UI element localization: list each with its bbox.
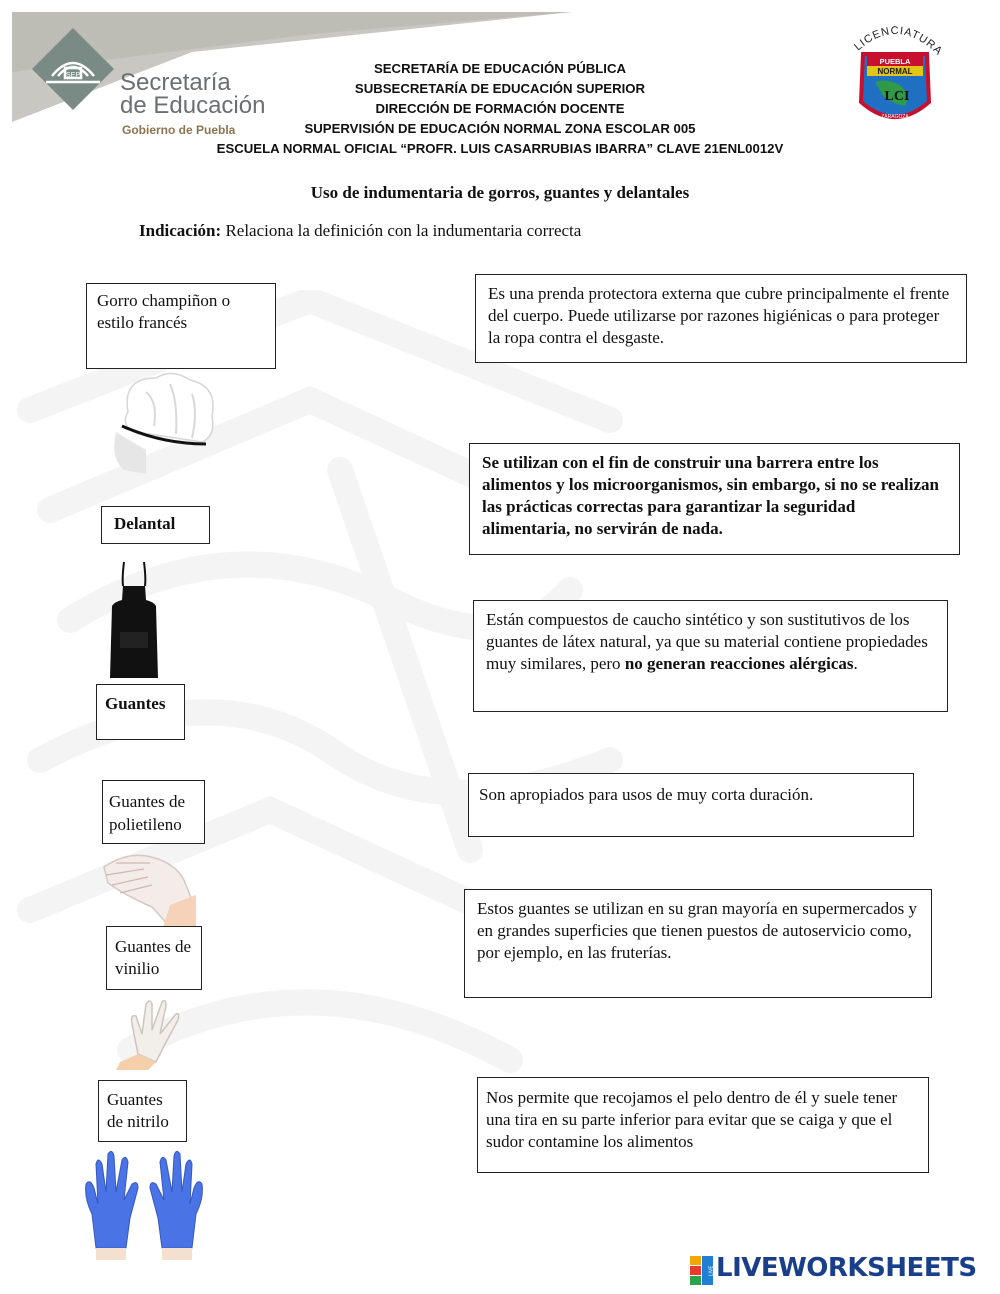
- definition-text-1: Es una prenda protectora externa que cubre principalmente el frente del cuerpo. Puede utilizarse por razones higiénicas o para proteger la ropa contra el desgaste.: [488, 284, 950, 347]
- header-line-1: SECRETARÍA DE EDUCACIÓN PÚBLICA: [373, 61, 627, 76]
- badge-state: PUEBLA: [879, 57, 911, 66]
- sep-initials: SEP: [65, 72, 81, 79]
- page-title: Uso de indumentaria de gorros, guantes y delantales: [310, 183, 690, 202]
- term-gorro: Gorro champiñon o estilo francés: [97, 291, 231, 332]
- chef-hat-image: [106, 372, 218, 477]
- definition-text-4: Son apropiados para usos de muy corta duración.: [479, 785, 814, 804]
- definition-text-5: Estos guantes se utilizan en su gran mayoría en supermercados y en grandes superficies que tienen puestos de autoservicio como, por ejemplo, en las fruterías.: [477, 899, 917, 962]
- definition-box-4[interactable]: [468, 773, 914, 837]
- term-guantes: Guantes: [105, 694, 166, 713]
- apron-image: [108, 560, 160, 680]
- term-delantal: Delantal: [114, 514, 176, 533]
- nitrile-gloves-image: [80, 1148, 208, 1260]
- header-line-4: SUPERVISIÓN DE EDUCACIÓN NORMAL ZONA ESCOLAR 005: [304, 121, 696, 136]
- vinyl-glove-image: [108, 994, 188, 1070]
- definition-text-3a: Están compuestos de caucho sintético y son sustitutivos de los guantes de látex natural, ya que su material contiene propiedades muy similares, pero: [486, 610, 928, 673]
- normal-school-badge: [845, 20, 945, 132]
- definition-text-3b: no generan reacciones alérgicas: [624, 654, 854, 673]
- header-line-5: ESCUELA NORMAL OFICIAL “PROFR. LUIS CASARRUBIAS IBARRA” CLAVE 21ENL0012V: [216, 141, 784, 156]
- term-box-guantes[interactable]: [96, 684, 185, 740]
- instruction-label: Indicación:: [139, 221, 222, 240]
- sep-diamond-icon: [28, 24, 118, 114]
- liveworksheets-brand[interactable]: [690, 1253, 990, 1287]
- badge-arc-text: LICENCIATURA: [852, 24, 945, 58]
- term-nitrilo: Guantes de nitrilo: [107, 1090, 169, 1131]
- definition-box-2[interactable]: [469, 443, 960, 555]
- definition-box-5[interactable]: [464, 889, 932, 998]
- term-polietileno: Guantes de polietileno: [109, 792, 186, 834]
- definition-box-3[interactable]: [473, 600, 948, 712]
- instruction-text: Relaciona la definición con la indumentaria correcta: [225, 221, 582, 240]
- definition-box-1[interactable]: [475, 274, 967, 363]
- liveworksheets-logo-icon: [690, 1256, 714, 1286]
- sep-logo-line2: de Educación: [120, 92, 266, 119]
- badge-school: NORMAL: [877, 67, 913, 76]
- badge-initials: LCI: [884, 89, 910, 104]
- term-box-polietileno[interactable]: [102, 780, 205, 844]
- term-box-vinilo[interactable]: [106, 926, 202, 990]
- term-box-gorro[interactable]: [86, 283, 276, 369]
- term-box-nitrilo[interactable]: [98, 1080, 187, 1142]
- badge-city: ZARAGOZA: [881, 114, 909, 120]
- term-box-delantal[interactable]: [101, 506, 210, 544]
- sep-logo-line1: Secretaría: [120, 69, 231, 96]
- instruction: [139, 221, 581, 241]
- definition-text-6: Nos permite que recojamos el pelo dentro de él y suele tener una tira en su parte inferior para evitar que se caiga y que el sudor contamine los alimentos: [486, 1088, 898, 1151]
- liveworksheets-icon-text: LIVE: [708, 1265, 714, 1277]
- header-line-3: DIRECCIÓN DE FORMACIÓN DOCENTE: [375, 101, 625, 116]
- definition-text-3c: .: [853, 654, 858, 673]
- liveworksheets-text: LIVEWORKSHEETS: [716, 1253, 977, 1283]
- definition-text-2: Se utilizan con el fin de construir una barrera entre los alimentos y los microorganismos, sin embargo, si no se realizan las prácticas correctas para garantizar la seguridad alimentaria, no servirán de nada.: [482, 453, 939, 538]
- header-line-2: SUBSECRETARÍA DE EDUCACIÓN SUPERIOR: [354, 81, 646, 96]
- sep-logo-line3: Gobierno de Puebla: [122, 123, 236, 137]
- polyethylene-gloves-image: [100, 845, 198, 931]
- term-vinilo: Guantes de vinilio: [115, 937, 192, 978]
- definition-box-6[interactable]: [477, 1077, 929, 1173]
